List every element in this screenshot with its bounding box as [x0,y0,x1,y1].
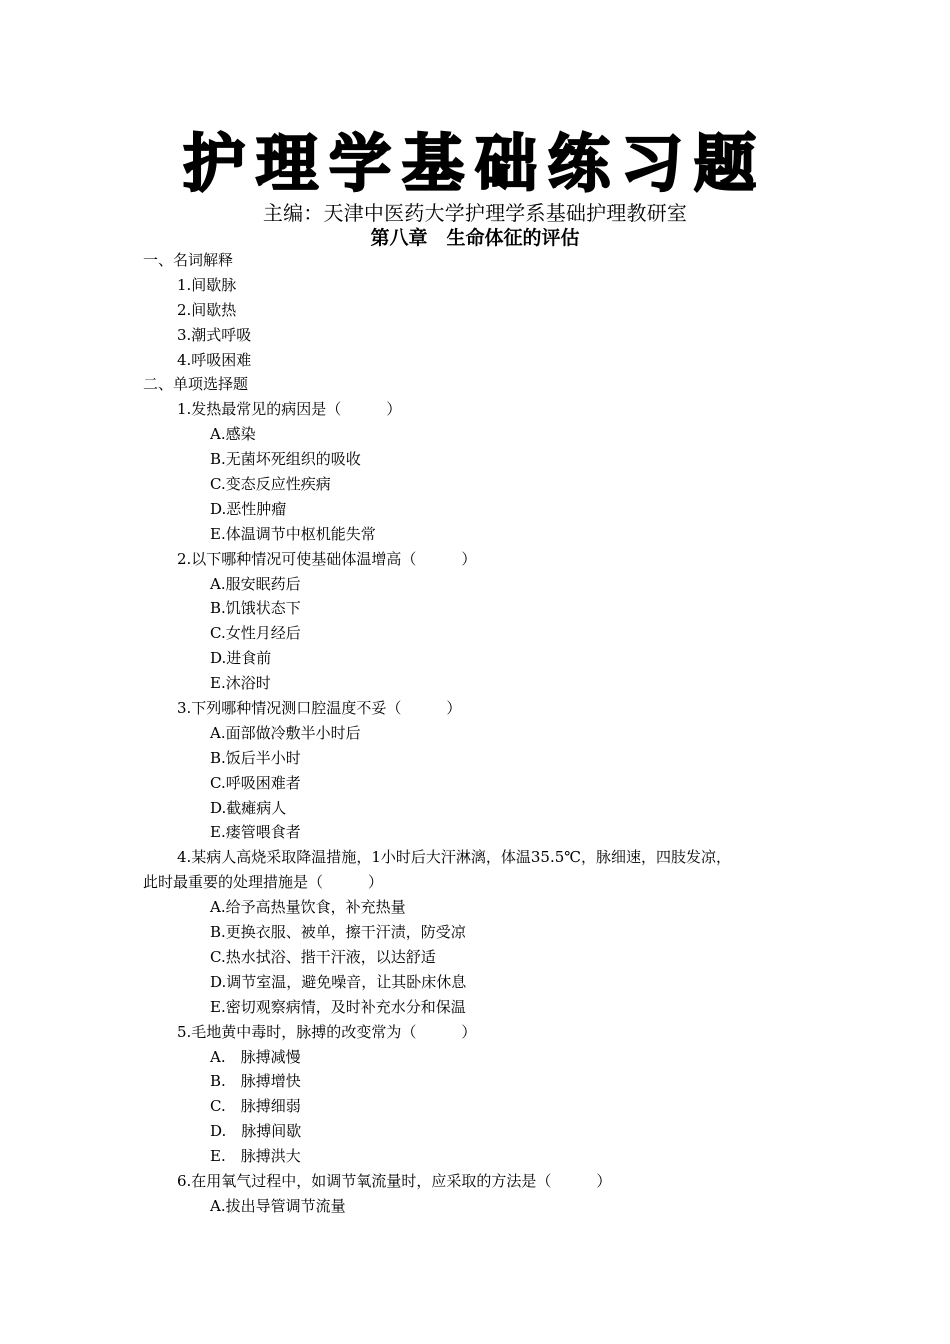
answer-option: A.给予高热量饮食，补充热量 [210,898,406,917]
section-heading: 二、单项选择题 [143,375,249,394]
question-stem: 1.发热最常见的病因是（ ） [177,400,402,419]
answer-option: C.变态反应性疾病 [210,475,331,494]
answer-option: B.饭后半小时 [210,748,301,767]
answer-option: C.热水拭浴、揩干汗液，以达舒适 [210,947,436,966]
answer-option: D.恶性肿瘤 [210,499,287,518]
document-body [143,248,743,1219]
answer-option: E.沐浴时 [210,674,271,693]
answer-option: D.调节室温，避免噪音，让其卧床休息 [210,972,467,991]
answer-option: D.截瘫病人 [210,798,287,817]
answer-option: B. 脉搏增快 [210,1072,301,1091]
answer-option: B.饥饿状态下 [210,599,301,618]
answer-option: C. 脉搏细弱 [210,1097,301,1116]
answer-option: A.服安眠药后 [210,574,301,593]
question-stem: 5.毛地黄中毒时，脉搏的改变常为（ ） [177,1022,477,1041]
answer-option: E.体温调节中枢机能失常 [210,524,376,543]
answer-option: D. 脉搏间歇 [210,1122,302,1141]
answer-option: A.拔出导管调节流量 [210,1196,346,1215]
question-stem: 3.下列哪种情况测口腔温度不妥（ ） [177,699,462,718]
document-title: 护理学基础练习题 [182,127,767,200]
answer-option: A. 脉搏减慢 [210,1047,301,1066]
term-item: 2.间歇热 [177,300,237,319]
question-stem: 6.在用氧气过程中，如调节氧流量时，应采取的方法是（ ） [177,1171,612,1190]
chapter-heading: 第八章 生命体征的评估 [370,227,580,249]
answer-option: E. 脉搏洪大 [210,1147,301,1166]
answer-option: E.瘘管喂食者 [210,823,301,842]
section-heading: 一、名词解释 [143,251,234,269]
editor-line: 主编：天津中医药大学护理学系基础护理教研室 [262,201,688,225]
term-item: 3.潮式呼吸 [177,325,252,344]
answer-option: A.面部做冷敷半小时后 [210,723,361,742]
answer-option: E.密切观察病情，及时补充水分和保温 [210,997,466,1016]
question-stem: 2.以下哪种情况可使基础体温增高（ ） [177,549,477,568]
term-item: 1.间歇脉 [177,275,237,294]
answer-option: A.感染 [210,425,256,444]
answer-option: B.更换衣服、被单，擦干汗渍，防受凉 [210,923,466,942]
answer-option: D.进食前 [210,649,272,668]
answer-option: C.呼吸困难者 [210,773,301,792]
answer-option: B.无菌坏死组织的吸收 [210,450,361,469]
answer-option: C.女性月经后 [210,624,301,643]
term-item: 4.呼吸困难 [177,350,252,369]
question-stem: 4.某病人高烧采取降温措施，1小时后大汗淋漓，体温35.5℃，脉细速，四肢发凉，此时最重要的处理措施是（ ） [143,848,732,892]
